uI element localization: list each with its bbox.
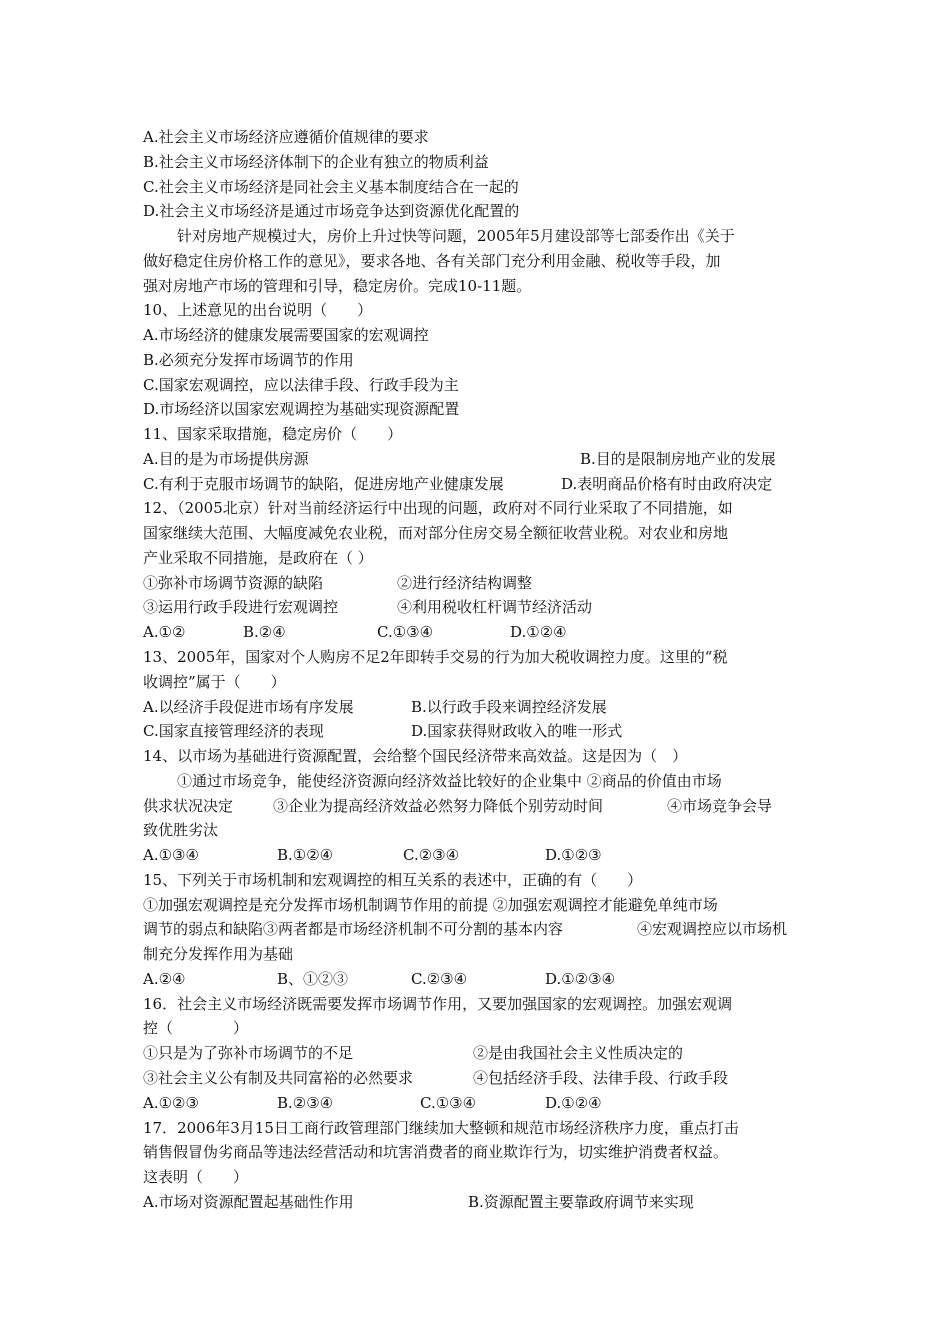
- q15-option-d: D.①②③④: [545, 970, 616, 988]
- q11-option-a: A.目的是为市场提供房源: [143, 450, 309, 468]
- q12-option-d: D.①②④: [510, 623, 567, 641]
- q13-option-d: D.国家获得财政收入的唯一形式: [411, 722, 623, 740]
- q13-stem-line-2: 收调控”属于（ ）: [143, 673, 286, 691]
- q16-statement-3: ③社会主义公有制及共同富裕的必然要求: [143, 1069, 414, 1087]
- q9-option-b: B.社会主义市场经济体制下的企业有独立的物质利益: [143, 153, 489, 171]
- q10-option-b: B.必须充分发挥市场调节的作用: [143, 351, 354, 369]
- q12-statement-1: ①弥补市场调节资源的缺陷: [143, 574, 324, 592]
- q15-statements-line-2b: ④宏观调控应以市场机: [637, 920, 788, 938]
- q15-statements-line-2a: 调节的弱点和缺陷③两者都是市场经济机制不可分割的基本内容: [143, 920, 564, 938]
- q16-stem-line-2: 控（ ）: [143, 1019, 249, 1037]
- q16-option-c: C.①③④: [420, 1094, 477, 1112]
- q14-option-a: A.①③④: [143, 846, 199, 864]
- q13-option-b: B.以行政手段来调控经济发展: [411, 698, 607, 716]
- q12-stem-line-2: 国家继续大范围、大幅度减免农业税，而对部分住房交易全额征收营业税。对农业和房地: [143, 524, 729, 542]
- q15-statements-line-3: 制充分发挥作用为基础: [143, 945, 294, 963]
- q12-stem-line-3: 产业采取不同措施，是政府在（ ）: [143, 549, 373, 567]
- q10-option-a: A.市场经济的健康发展需要国家的宏观调控: [143, 326, 429, 344]
- q11-option-d: D.表明商品价格有时由政府决定: [561, 475, 773, 493]
- q16-option-a: A.①②③: [143, 1094, 199, 1112]
- q11-option-c: C.有利于克服市场调节的缺陷，促进房地产业健康发展: [143, 475, 504, 493]
- q15-stem: 15、下列关于市场机制和宏观调控的相互关系的表述中，正确的有（ ）: [143, 871, 643, 889]
- q15-option-a: A.②④: [143, 970, 186, 988]
- q16-statement-2: ②是由我国社会主义性质决定的: [473, 1044, 684, 1062]
- q14-statements-line-2c: ④市场竞争会导: [667, 797, 773, 815]
- q15-statements-line-1: ①加强宏观调控是充分发挥市场机制调节作用的前提 ②加强宏观调控才能避免单纯市场: [143, 896, 718, 914]
- q16-statement-4: ④包括经济手段、法律手段、行政手段: [473, 1069, 729, 1087]
- q14-stem: 14、以市场为基础进行资源配置，会给整个国民经济带来高效益。这是因为（ ）: [143, 747, 688, 765]
- q14-option-b: B.①②④: [277, 846, 334, 864]
- q14-option-d: D.①②③: [545, 846, 602, 864]
- q17-option-b: B.资源配置主要靠政府调节来实现: [468, 1193, 694, 1211]
- q14-statements-line-2b: ③企业为提高经济效益必然努力降低个别劳动时间: [273, 797, 604, 815]
- q9-option-d: D.社会主义市场经济是通过市场竞争达到资源优化配置的: [143, 202, 520, 220]
- q11-stem: 11、国家采取措施，稳定房价（ ）: [143, 425, 403, 443]
- q16-option-b: B.②③④: [277, 1094, 334, 1112]
- q9-option-c: C.社会主义市场经济是同社会主义基本制度结合在一起的: [143, 178, 519, 196]
- q15-option-c: C.②③④: [411, 970, 468, 988]
- q10-option-c: C.国家宏观调控，应以法律手段、行政手段为主: [143, 376, 459, 394]
- q14-option-c: C.②③④: [403, 846, 460, 864]
- q13-option-c: C.国家直接管理经济的表现: [143, 722, 324, 740]
- q12-option-a: A.①②: [143, 623, 186, 641]
- q12-statement-4: ④利用税收杠杆调节经济活动: [397, 598, 593, 616]
- q14-statements-line-1: ①通过市场竞争，能使经济资源向经济效益比较好的企业集中 ②商品的价值由市场: [177, 772, 722, 790]
- q17-stem-line-3: 这表明（ ）: [143, 1168, 249, 1186]
- q12-option-b: B.②④: [243, 623, 286, 641]
- q17-stem-line-2: 销售假冒伪劣商品等违法经营活动和坑害消费者的商业欺诈行为，切实维护消费者权益。: [143, 1143, 729, 1161]
- q10-stem: 10、上述意见的出台说明（ ）: [143, 301, 373, 319]
- q16-statement-1: ①只是为了弥补市场调节的不足: [143, 1044, 354, 1062]
- material-line-1: 针对房地产规模过大，房价上升过快等问题，2005年5月建设部等七部委作出《关于: [177, 227, 735, 245]
- q12-statement-2: ②进行经济结构调整: [397, 574, 533, 592]
- q14-statements-line-3: 致优胜劣汰: [143, 821, 219, 839]
- q17-option-a: A.市场对资源配置起基础性作用: [143, 1193, 354, 1211]
- q10-option-d: D.市场经济以国家宏观调控为基础实现资源配置: [143, 400, 460, 418]
- q12-stem-line-1: 12、（2005北京）针对当前经济运行中出现的问题，政府对不同行业采取了不同措施，如: [143, 499, 733, 517]
- q13-stem-line-1: 13、2005年，国家对个人购房不足2年即转手交易的行为加大税收调控力度。这里的“税: [143, 648, 728, 666]
- q16-stem-line-1: 16．社会主义市场经济既需要发挥市场调节作用，又要加强国家的宏观调控。加强宏观调: [143, 995, 733, 1013]
- q16-option-d: D.①②④: [545, 1094, 602, 1112]
- q9-option-a: A.社会主义市场经济应遵循价值规律的要求: [143, 128, 429, 146]
- q15-option-b: B、①②③: [277, 970, 349, 988]
- q14-statements-line-2a: 供求状况决定: [143, 797, 234, 815]
- q12-statement-3: ③运用行政手段进行宏观调控: [143, 598, 339, 616]
- material-line-2: 做好稳定住房价格工作的意见》，要求各地、各有关部门充分利用金融、税收等手段，加: [143, 252, 721, 270]
- q11-option-b: B.目的是限制房地产业的发展: [580, 450, 776, 468]
- q17-stem-line-1: 17．2006年3月15日工商行政管理部门继续加大整顿和规范市场经济秩序力度，重点打击: [143, 1119, 739, 1137]
- material-line-3: 强对房地产市场的管理和引导，稳定房价。完成10-11题。: [143, 277, 532, 295]
- q12-option-c: C.①③④: [377, 623, 434, 641]
- q13-option-a: A.以经济手段促进市场有序发展: [143, 698, 354, 716]
